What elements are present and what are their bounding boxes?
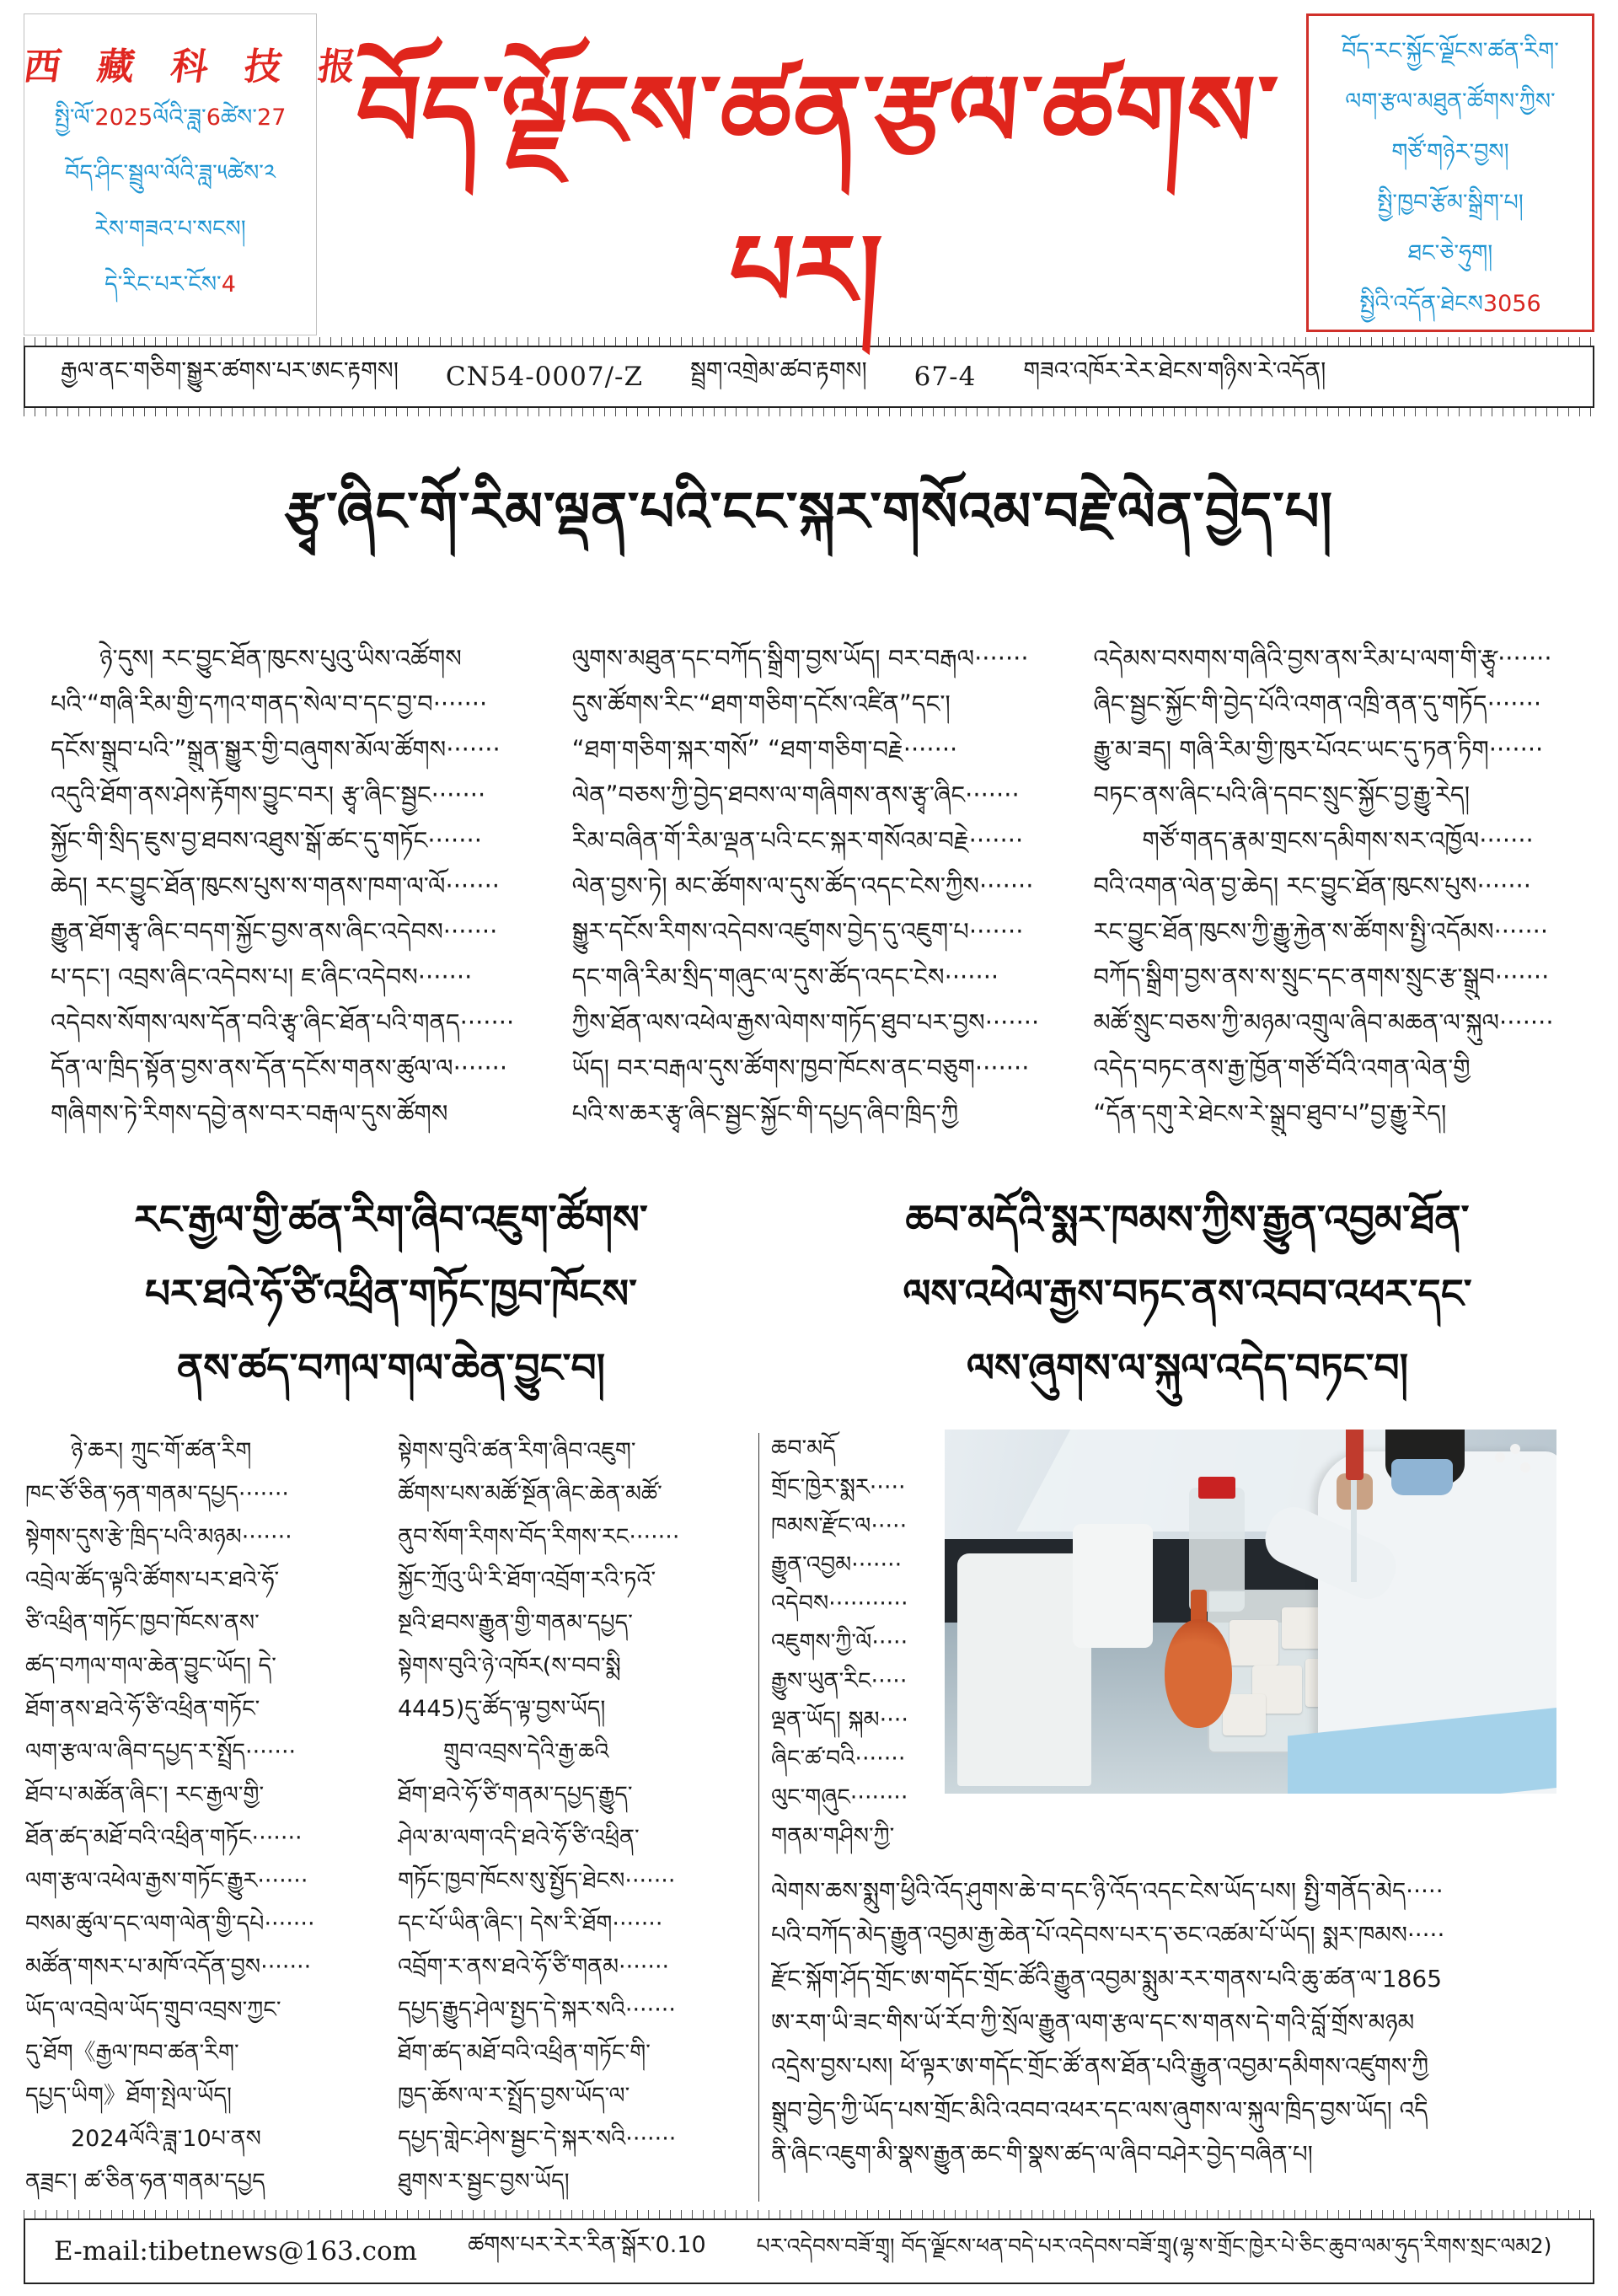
price-per-copy: ཚགས་པར་རེར་རིན་སྒོར་0.10	[468, 2232, 706, 2258]
masthead-center	[317, 13, 1306, 351]
text-line: ཐོག་ནས་ཐའེ་ཧོ་ཙི་འཕྲིན་གཏོང་	[25, 1696, 260, 1722]
editor-name: ཐང་ཅེ་ཧུག།	[1407, 240, 1493, 266]
photo-pipette-tube	[1351, 1480, 1357, 1582]
news-photo	[945, 1430, 1556, 1794]
text-line: ནུབ་སོག་རིགས་བོད་རིགས་རང·······	[398, 1524, 680, 1550]
text-line: སྔའི་ཐབས་རྒྱུན་གྱི་གནམ་དཔྱད་	[398, 1610, 633, 1636]
text-line: ཐོན་ཚད་མཐོ་བའི་འཕྲིན་གཏོང·······	[25, 1825, 303, 1851]
registration-label: རྒྱལ་ནང་གཅིག་སྒྱུར་ཚགས་པར་ཨང་རྟགས།	[61, 356, 399, 384]
section-headlines-row	[0, 1136, 1618, 1406]
top-story-column-3	[1093, 636, 1567, 1136]
text-line: ལེགས་ཆས་སྨུག་ཕྱིའི་འོད་ཤུགས་ཆེ་བ་དང་ཉི་འོད་འདང་ངེས་ཡོད་པས། སྤྱི་གནོད་མེད·····	[771, 1877, 1444, 1905]
text-line: པ་དང་། འབྲས་ཞིང་འདེབས་པ། ཇ་ཞིང་འདེབས·······	[51, 963, 473, 991]
text-line: ཨ་རག་ཡི་ཟང་གིས་ཡོ་རོབ་ཀྱི་སྲོལ་རྒྱུན་ལག་རྩལ་དང་ས་གནས་དེ་གའི་བློ་གྲོས་མཉམ	[771, 2009, 1415, 2036]
text-line: བཀོད་སྒྲིག་བྱས་ནས་ས་སྲུང་དང་ནགས་སྲུང་རྩ་སྒྲུབ·······	[1093, 963, 1550, 991]
frequency-note: གཟའ་འཁོར་རེར་ཐེངས་གཉིས་རེ་འདོན།	[1023, 356, 1326, 384]
text-line: སྒྲུབ་བྱེད་ཀྱི་ཡོད་པས་གྲོང་མིའི་འབབ་འཕར་དང་ལས་ཞུགས་ལ་སྐུལ་ཁྲིད་བྱས་ཡོད། འདི	[771, 2096, 1428, 2124]
text-line: འབྲོག་ར་ནས་ཐའེ་ཧོ་ཙི་གནམ·······	[398, 1954, 670, 1980]
text-line: པའི་“གཞི་རིམ་གྱི་དཀའ་གནད་སེལ་བ་དང་བྱ་བ·······	[51, 689, 488, 718]
date-day: 27	[257, 105, 287, 131]
text-line: དུས་ཚོགས་རིང་“ཐག་གཅིག་དངོས་འཛིན”དང་།	[571, 689, 951, 718]
text-line: ལག་རྩལ་འཕེལ་རྒྱས་གཏོང་རྒྱུར·······	[25, 1868, 308, 1894]
weekday: རེས་གཟའ་པ་སངས།	[94, 216, 246, 242]
dateline-box	[20, 13, 371, 335]
text-line: ཐོག་ཚད་མཐོ་བའི་འཕྲིན་གཏོང་གི་	[398, 2040, 651, 2066]
text-line: ཆབ་མདོ	[771, 1435, 836, 1462]
top-story-column-2	[572, 636, 1047, 1136]
text-line: སྟེགས་བུའི་ཚན་རིག་ཞིབ་འཇུག་	[398, 1438, 636, 1464]
text-line: བསམ་ཚུལ་དང་ལག་ལེན་གྱི་དཔེ·······	[25, 1911, 315, 1937]
text-line: “དོན་དགུ་རེ་ཐེངས་རེ་སྒྲུབ་ཐུབ་པ”བྱ་རྒྱུ་རེད།	[1093, 1099, 1447, 1128]
text-line: དོན་ལ་ཁྲིད་སྟོན་བྱས་ནས་དོན་དངོས་གནས་ཚུལ་ལ·······	[51, 1054, 508, 1082]
text-line: ལུགས་མཐུན་དང་བཀོད་སྒྲིག་བྱས་ཡོད། བར་བརྒལ·······	[571, 644, 1029, 673]
photo-sample-cube	[1230, 1620, 1279, 1665]
pages-label: དེ་རིང་པར་ངོས་	[104, 271, 222, 298]
text-line: དུ་ཐོག《རྒྱལ་ཁབ་ཚན་རིག་	[25, 2040, 239, 2066]
publisher-line-2: ལག་རྩལ་མཐུན་ཚོགས་ཀྱིས་	[1345, 89, 1556, 115]
text-line: ཁང་ཙོ་ཅིན་ཧན་གནམ་དཔྱད·······	[25, 1481, 289, 1507]
publisher-line-1: བོད་རང་སྐྱོང་ལྗོངས་ཚན་རིག་	[1342, 38, 1559, 64]
photo-pipette-bulb	[1346, 1430, 1364, 1480]
right-headline-line-3: ལས་ཞུགས་ལ་སྐུལ་འདེད་བཏང་བ།	[966, 1345, 1409, 1392]
text-line: ཁམས་རྫོང་ལ·····	[771, 1513, 908, 1539]
text-line: ཚད་བཀལ་གལ་ཆེན་བྱུང་ཡོད། དེ་	[25, 1653, 276, 1679]
text-line: ཉེ་དུས། རང་བྱུང་ཐོན་ཁུངས་པུའུ་ཡིས་འཚོགས	[51, 644, 462, 673]
text-line: རྫོང་སྐོག་ཤོད་གྲོང་ཨ་གདོང་གྲོང་ཚོའི་རྒྱུན་འབྱམ་སྨུམ་རར་གནས་པའི་ཆུ་ཚན་ལ་1865	[771, 1965, 1443, 1993]
left-headline-line-1: རང་རྒྱལ་གྱི་ཚན་རིག་ཞིབ་འཇུག་ཚོགས་	[134, 1197, 648, 1243]
top-story-body	[0, 604, 1618, 1136]
right-story-text	[771, 1870, 1593, 2176]
date-year: 2025	[94, 105, 153, 131]
gregorian-date	[24, 90, 316, 146]
right-story-body	[771, 1430, 1593, 2203]
text-line: འདེམས་བསགས་གཞིའི་བྱས་ནས་རིམ་པ་ལག་གི་རྩྭ·······	[1093, 644, 1552, 673]
issue-number-line	[1309, 279, 1592, 330]
bottom-stories-row	[0, 1406, 1618, 2203]
photo-plastic-container	[1073, 1524, 1152, 1648]
publisher-line-3: གཙོ་གཉེར་བྱས།	[1391, 139, 1509, 165]
text-line: ནི་ཞིང་འཇུག་མི་སྣས་རྒྱུན་ཆང་གི་སྣས་ཚད་ལ་ཞིབ་བཤེར་བྱེད་བཞིན་པ།	[771, 2140, 1313, 2168]
text-line: སྐྱོང་གི་སྲིད་ཇུས་བྱ་ཐབས་འཐུས་སྒོ་ཚང་དུ་གཏོང·······	[51, 826, 482, 855]
text-line: འདེབས···········	[771, 1591, 908, 1617]
photo-rubber-bulb	[1165, 1619, 1232, 1729]
text-line: དཔྱད་ཡིག》ཐོག་སྤེལ་ཡོད།	[25, 2083, 232, 2109]
contact-email: E-mail:tibetnews@163.com	[54, 2236, 418, 2266]
text-line: ཞིང་སྦྱང་སྐྱོང་གི་བྱེད་པོའི་འགན་འཁྲི་ནན་དུ་གཏོད·······	[1093, 689, 1542, 718]
editor-label: སྤྱི་ཁྱབ་རྩོམ་སྒྲིག་པ།	[1377, 190, 1524, 216]
right-story-top	[771, 1430, 1593, 1856]
left-story-headline	[25, 1183, 757, 1406]
text-line: དང་གཞི་རིམ་སྲིད་གཞུང་ལ་དུས་ཚོད་འདང་ངེས·······	[571, 963, 999, 991]
text-line: ཉེ་ཆར། ཀྲུང་གོ་ཚན་རིག	[25, 1438, 252, 1464]
text-line: འདེད་བཏང་ནས་རྒྱ་ཁྱོན་གཙོ་བོའི་འགན་ལེན་གྱི	[1093, 1054, 1471, 1082]
text-line: དཔྱད་རྒྱུད་ཤེལ་སྤྱད་དེ་སྐར་སའི·······	[398, 1997, 676, 2023]
text-line: མཚོ་སྲུང་བཅས་ཀྱི་མཉམ་འགྲུལ་ཞིབ་མཆན་ལ་སྐུལ·······	[1093, 1008, 1554, 1037]
text-line: བའི་འགན་ལེན་བྱ་ཆེད། རང་བྱུང་ཐོན་ཁུངས་པུས·······	[1093, 872, 1531, 900]
left-headline-line-2: པར་ཐའེ་ཧོ་ཙི་འཕྲིན་གཏོང་ཁྱབ་ཁོངས་	[144, 1271, 638, 1317]
photo-caption-column	[771, 1430, 938, 1856]
text-line: རྒྱུ་མ་ཟད། གཞི་རིམ་གྱི་ཁུར་པོའང་ཡང་དུ་ཏན་ཏིག·······	[1093, 735, 1544, 764]
pages-num: 4	[221, 271, 236, 298]
text-line: “ཐག་གཅིག་སྐར་གསོ” “ཐག་གཅིག་བརྗེ·······	[571, 735, 958, 764]
date-prefix: སྤྱི་ལོ་	[54, 105, 95, 131]
text-line: སྐྱོང་ཀྲོའུ་ཡི་རི་ཐོག་འབྲོག་རའི་ཏའོ་	[398, 1567, 656, 1593]
text-line: ལེན་བྱས་ཏེ། མང་ཚོགས་ལ་དུས་ཚོད་འདང་ངེས་ཀྱིས·······	[571, 872, 1034, 900]
footer-ruler-ticks	[24, 2210, 1594, 2218]
pages-count	[24, 257, 316, 313]
text-line: ལེན”བཅས་ཀྱི་བྱེད་ཐབས་ལ་གཞིགས་ནས་རྩྭ་ཞིང·······	[571, 781, 1020, 809]
text-line: འཇུགས་ཀྱི་ལོ·····	[771, 1629, 908, 1655]
printer-info: པར་འདེབས་བཟོ་གྲྭ། བོད་ལྗོངས་ཕན་བདེ་པར་འདེབས་བཟོ་གྲྭ(ལྷ་ས་གྲོང་ཁྱེར་པེ་ཅིང་ཆུབ་ལམ་ཧུད་རིགས་སྲང་ལམ2)	[756, 2233, 1552, 2258]
text-line: གནམ་གཤིས་ཀྱི་	[771, 1823, 895, 1849]
footer-bar	[24, 2218, 1594, 2284]
photo-wash-bottle	[957, 1553, 1092, 1786]
top-story-headline: རྩྭ་ཞིང་གོ་རིམ་ལྡན་པའི་ངང་སྐར་གསོའམ་བརྗེ་ལེན་བྱེད་པ།	[285, 481, 1333, 544]
left-headline-line-3: ནས་ཚད་བཀལ་གལ་ཆེན་བྱུང་བ།	[176, 1345, 606, 1392]
photo-sample-cube	[1223, 1694, 1266, 1735]
publisher-box	[1306, 13, 1594, 332]
text-line: ནཟྲང་། ཚ་ཅིན་ཧན་གནམ་དཔྱད	[25, 2169, 265, 2195]
column-divider-rule	[758, 1433, 759, 2202]
issue-number: 3056	[1482, 291, 1541, 317]
text-line: གྲུབ་འབྲས་དེའི་རྒྱ་ཆའི	[398, 1739, 609, 1765]
text-line: རང་བྱུང་ཐོན་ཁུངས་ཀྱི་རྒྱུ་རྐྱེན་ས་ཚོགས་སྤྱི་འདོམས·······	[1093, 917, 1549, 946]
chinese-paper-title: 西 藏 科 技 报	[20, 46, 371, 89]
right-story-headline	[785, 1183, 1589, 1406]
text-line: འདྲེས་བྱས་པས། ཕོ་ལྟར་ཨ་གདོང་གྲོང་ཚོ་ནས་ཐོན་པའི་རྒྱུན་འབྱམ་དམིགས་འཛུགས་ཀྱི	[771, 2052, 1429, 2080]
text-line: ཞིང་ཚ་བའི·······	[771, 1746, 906, 1772]
tibetan-paper-title: བོད་ལྗོངས་ཚན་རྩལ་ཚགས་པར།	[351, 53, 1283, 329]
date-mid: ལོའི་ཟླ་	[153, 105, 206, 131]
footer-area	[0, 2210, 1618, 2284]
publication-info-bar	[24, 346, 1594, 408]
text-line: 2024ལོའི་ཟླ་10པ་ནས	[25, 2126, 261, 2152]
registration-code: CN54-0007/-Z	[445, 362, 644, 392]
text-line: དཔྱད་གླེང་ཤེས་སྦྱང་དེ་སྐར་སའི·······	[398, 2126, 677, 2152]
text-line: འབྲེལ་ཚོད་ལྟའི་ཚོགས་པར་ཐའེ་ཧོ་	[25, 1567, 280, 1593]
text-line: རྒྱུན་ཐོག་རྩྭ་ཞིང་བདག་སྐྱོང་བྱས་ནས་ཞིང་འདེབས·······	[51, 917, 498, 946]
text-line: པའི་ས་ཆར་རྩྭ་ཞིང་སྦྱང་སྐྱོང་གི་དཔྱད་ཞིབ་ཁྲིད་ཀྱི	[571, 1099, 959, 1128]
left-story-column-2	[398, 1430, 735, 2203]
date-month: 6	[206, 105, 221, 131]
text-line: སྟེགས་དུས་རྩེ་ཁྲིད་པའི་མཉམ·······	[25, 1524, 292, 1550]
text-line: 4445)དུ་ཚོད་ལྟ་བྱས་ཡོད།	[398, 1696, 606, 1722]
photo-molecule-model	[1495, 1444, 1550, 1502]
text-line: གཏོང་ཁྱབ་ཁོངས་སུ་སྤྱོད་ཐེངས·······	[398, 1868, 676, 1894]
issue-label: སྤྱིའི་འདོན་ཐེངས	[1359, 291, 1483, 317]
text-line: ཀྱིས་ཐོན་ལས་འཕེལ་རྒྱས་ལེགས་གཏོད་ཐུབ་པར་བྱས·······	[571, 1008, 1040, 1037]
text-line: ཤེལ་མ་ལག་འདི་ཐའེ་ཧོ་ཙི་འཕྲིན་	[398, 1825, 640, 1851]
tibetan-date: བོད་ཤིང་སྦྲུལ་ལོའི་ཟླ་༥ཚེས་༢	[65, 160, 276, 186]
right-headline-line-1: ཆབ་མདོའི་སྨར་ཁམས་ཀྱིས་རྒྱུན་འབྱམ་ཐོན་	[905, 1197, 1470, 1243]
text-line: ལག་རྩལ་ལ་ཞིབ་དཔྱད་ར་སྤྲོད·······	[25, 1739, 297, 1765]
text-line: རྒྱུན་འབྱམ·······	[771, 1552, 903, 1578]
left-story-column-1	[25, 1430, 362, 2203]
text-line: རིམ་བཞིན་གོ་རིམ་ལྡན་པའི་ངང་སྐར་གསོའམ་བརྗེ·······	[571, 826, 1024, 855]
text-line: ཙི་འཕྲིན་གཏོང་ཁྱབ་ཁོངས་ནས་	[25, 1610, 260, 1636]
text-line: ལུང་གཞུང········	[771, 1784, 908, 1811]
text-line: མཚོན་གསར་པ་མཁོ་འདོན་བྱས·······	[25, 1954, 312, 1980]
text-line: ཁྱད་ཆོས་ལ་ར་སྤྲོད་བྱས་ཡོད་ལ་	[398, 2083, 630, 2109]
text-line: གྲོང་ཁྱེར་སྨར·····	[771, 1474, 906, 1500]
text-line: སྟེགས་བུའི་ཉེ་འཁོར(ས་བབ་སྨི	[398, 1653, 621, 1679]
text-line: འདེབས་སོགས་ལས་དོན་བའི་རྩྭ་ཞིང་ཐོན་པའི་གནད·······	[51, 1008, 515, 1037]
text-line: ཆེད། རང་བྱུང་ཐོན་ཁུངས་པུས་ས་གནས་ཁག་ལ་ལོ·······	[51, 872, 501, 900]
text-line: སྒྱུར་དངོས་རིགས་འདེབས་འཛུགས་བྱེད་དུ་འཇུག་པ·······	[571, 917, 1024, 946]
top-story-column-1	[51, 636, 525, 1136]
masthead-header	[0, 0, 1618, 337]
postal-label: སྦྲག་འགྲེམ་ཚབ་རྟགས།	[690, 356, 867, 384]
left-story-body	[25, 1430, 747, 2203]
text-line: པའི་བཀོད་མེད་རྒྱུན་འབྱམ་རྒྱ་ཆེན་པོ་འདེབས་པར་ད་ཅང་འཚམ་པོ་ཡོད། སྨར་ཁམས·····	[771, 1921, 1445, 1949]
text-line: ཚོགས་པས་མཚོ་སྔོན་ཞིང་ཆེན་མཚོ་	[398, 1481, 662, 1507]
text-line: དངོས་སྒྲུབ་པའི་”སྒྲུན་སྒྱུར་གྱི་བཞུགས་མོལ་ཚོགས·······	[51, 735, 501, 764]
text-line: གཙོ་གནད་རྣམ་གྲངས་དམིགས་སར་འཁྱོལ·······	[1093, 826, 1534, 855]
text-line: བཏང་ནས་ཞིང་པའི་ཞི་དབང་སྲུང་སྐྱོང་བྱ་རྒྱུ་རེད།	[1093, 781, 1471, 809]
text-line: གཞིགས་ཏེ་རིགས་དབྱེ་ནས་བར་བརྒལ་དུས་ཚོགས	[51, 1099, 448, 1128]
text-line: ལྡན་ཡོད། སྐམ····	[771, 1707, 908, 1733]
photo-red-bottle-cap	[1198, 1477, 1235, 1499]
text-line: ཐོབ་པ་མཚོན་ཞིང་། རང་རྒྱལ་གྱི་	[25, 1782, 265, 1808]
text-line: ཡོད་ལ་འབྲེལ་ཡོད་གྲུབ་འབྲས་ཀྱང་	[25, 1997, 281, 2023]
text-line: འདུའི་ཐོག་ནས་ཤེས་རྟོགས་བྱུང་བར། རྩྭ་ཞིང་སྦྱང·······	[51, 781, 486, 809]
right-headline-line-2: ལས་འཕེལ་རྒྱས་བཏང་ནས་འབབ་འཕར་དང་	[903, 1271, 1472, 1317]
text-line: རྒྱུས་ཡུན་རིང·····	[771, 1668, 908, 1694]
text-line: ཐུགས་ར་སྦྱང་བྱས་ཡོད།	[398, 2169, 570, 2195]
text-line: ཡོད། བར་བརྒལ་དུས་ཚོགས་ཁྱབ་ཁོངས་ནང་བཅུག·······	[571, 1054, 1030, 1082]
date-day-label: ཚེས་	[220, 105, 258, 131]
postal-code: 67-4	[913, 362, 977, 392]
text-line: དང་པོ་ཡིན་ཞིང་། དེས་རི་ཐོག·······	[398, 1911, 663, 1937]
photo-face-mask	[1391, 1459, 1453, 1495]
text-line: ཐོག་ཐའེ་ཧོ་ཙི་གནམ་དཔྱད་རྒྱུད་	[398, 1782, 633, 1808]
